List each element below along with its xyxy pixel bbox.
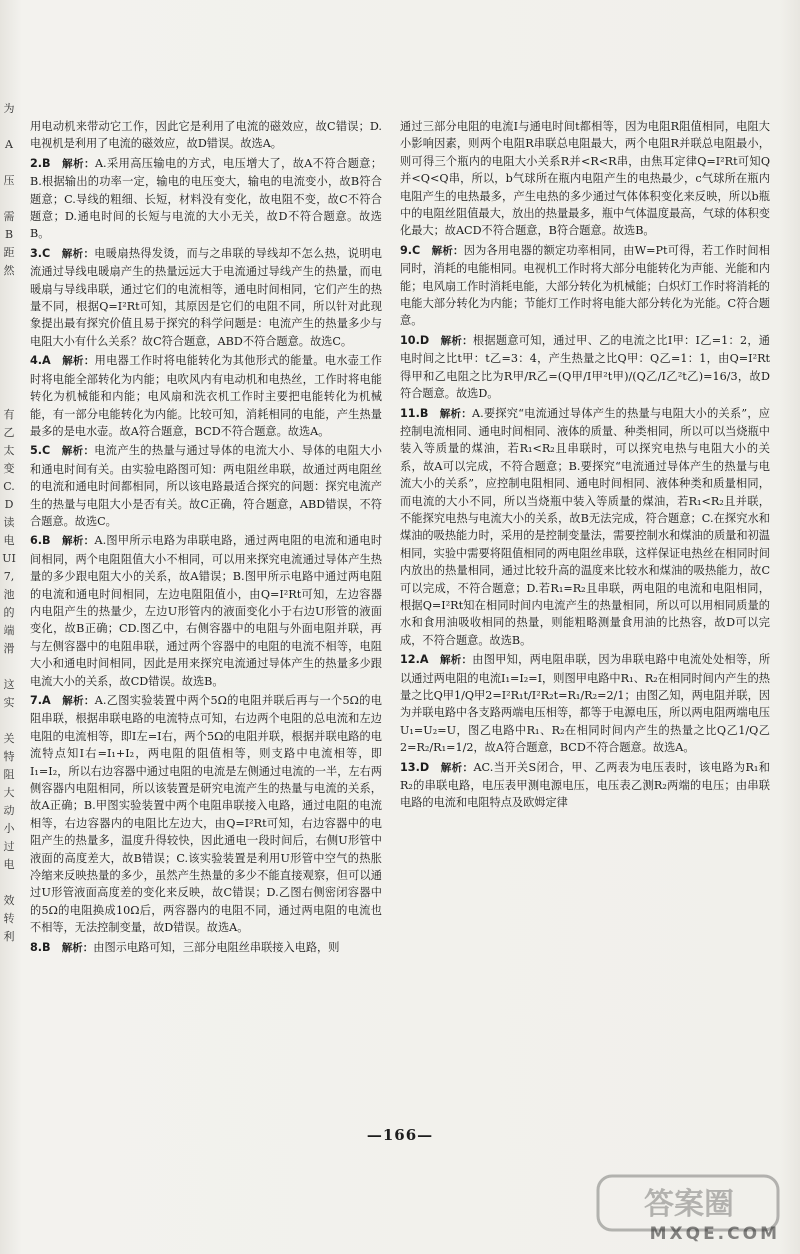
analysis-label: 解析： — [61, 941, 94, 954]
answer-number: 6.B — [30, 534, 51, 548]
answer-number: 10.D — [400, 333, 430, 347]
edge-fragment: 乙 — [3, 426, 15, 439]
edge-fragment: 滑 — [3, 642, 15, 655]
right-column — [400, 118, 770, 814]
answer-item — [400, 405, 770, 650]
edge-fragment: 然 — [3, 264, 15, 277]
analysis-label: 解析： — [440, 761, 474, 774]
edge-fragment: D — [4, 498, 14, 511]
edge-fragment: 有 — [3, 408, 15, 421]
edge-fragment: UI — [2, 552, 16, 565]
answer-item — [30, 155, 382, 243]
analysis-label: 解析： — [431, 244, 464, 257]
analysis-text: AC.当开关S闭合，甲、乙两表为电压表时，该电路为R₁和R₂的串联电路，电压表甲测电源电压，电压表乙测R₂两端的电压；由串联电路的电流和电阻特点及欧姆定律 — [400, 760, 770, 810]
answer-number: 3.C — [30, 246, 51, 260]
edge-fragment: 电 — [3, 858, 15, 871]
edge-fragment: 转 — [3, 912, 15, 925]
left-edge-fragments — [0, 100, 18, 946]
answer-item — [400, 242, 770, 330]
edge-fragment: 关 — [3, 732, 15, 745]
answer-number: 13.D — [400, 760, 430, 774]
edge-fragment: 压 — [3, 174, 15, 187]
analysis-label: 解析： — [61, 695, 95, 707]
analysis-text: A.图甲所示电路为串联电路，通过两电阻的电流和通电时间相同，两个电阻阻值大小不相同，可以用来探究电流通过导体产生热量的多少跟电阻大小的关系，故A错误；B.图甲所示电路中通过两电阻的电流和通电时间相同，左边电阻阻值小，由Q=I²Rt可知，左边容器内电阻产生的热量少，左边U形管内的液面变化小于右边U形管的液面变化，故B正确；CD.图乙中，右侧容器中的电阻与外面电阻并联，再与左侧容器中的电阻串联，通过两个容器中的电阻的电流不相等，电阻大小和通电时间相同，因此是用来探究电流通过导体产生的热量多少跟电流大小的关系，故CD错误。故选B。 — [30, 534, 383, 688]
answer-number: 5.C — [30, 444, 51, 458]
edge-fragment: 的 — [3, 606, 15, 619]
edge-fragment: 距 — [3, 246, 15, 259]
analysis-text: 电暖扇热得发烫，而与之串联的导线却不怎么热，说明电流通过导线电暖扇产生的热量远远大于电流通过导线产生的热量，而电暖扇与导线串联，通过它们的电流相等，通电时间相同，它们产生的热量不同，根据Q=I²Rt可知，其原因是它们的电阻不同，所以针对此现象提出最有探究价值且易于探究的科学问题是：电流产生的热量多少与电阻大小有什么关系？故C符合题意，ABD不符合题意。故选C。 — [30, 246, 382, 348]
answer-item — [400, 759, 770, 812]
edge-fragment: 7, — [3, 570, 15, 583]
analysis-text: 通过三部分电阻的电流I与通电时间t都相等，因为电阻R阻值相同，电阻大小影响因素，则两个电阻R串联总电阻最大，两个电阻R并联总电阻最小，则可得三个瓶内的电阻大小关系R并<R<R串，由焦耳定律Q=I²Rt可知Q并<Q<Q串，所以，b气球所在瓶内电阻产生的电热最少，c气球所在瓶内电阻产生的电热最多，产生电热的多少通过气体体积变化来反映，所以b瓶中的电阻丝阻值最大，放出的热量最多，瓶中气体温度最高，气球的体积变化最大；故ACD不符合题意，B符合题意。故选B。 — [400, 120, 770, 238]
edge-fragment: 太 — [3, 444, 15, 457]
answer-item — [30, 692, 382, 937]
edge-fragment: B — [4, 228, 14, 241]
analysis-label: 解析： — [439, 654, 473, 667]
answer-item — [30, 245, 382, 350]
edge-fragment: 利 — [3, 930, 15, 943]
edge-fragment: 动 — [3, 804, 15, 817]
analysis-text: 用电器工作时将电能转化为其他形式的能量。电水壶工作时将电能全部转化为内能；电吹风内有电动机和电热丝，工作时将电能转化为机械能和内能；电风扇和洗衣机工作时主要把电能转化为机械能，有一部分电能转化为内能。比较可知，消耗相同的电能，产生热量最多的是电水壶。故A符合题意，BCD不符合题意。故选A。 — [30, 354, 382, 438]
edge-fragment: 过 — [3, 840, 15, 853]
answer-item — [30, 442, 382, 530]
edge-fragment: 实 — [3, 696, 15, 709]
analysis-label: 解析： — [61, 535, 95, 548]
edge-fragment: 为 — [3, 102, 15, 115]
analysis-label: 解析： — [61, 355, 95, 368]
edge-fragment: C. — [3, 480, 15, 493]
edge-fragment: 池 — [3, 588, 15, 601]
analysis-text: A.要探究“电流通过导体产生的热量与电阻大小的关系”，应控制电流相同、通电时间相同、液体的质量、种类相同，所以可以当烧瓶中装入等质量的煤油，若R₁<R₂且串联时，可以探究电热与电阻大小的关系，故A可以完成，不符合题意；B.要探究“电流通过导体产生的热量与电流大小的关系”，应控制电阻相同、通电时间相同、液体种类和质量相同，而电流的大小不同，所以当烧瓶中装入等质量的煤油，若R₁<R₂且并联，不能探究电热与电流大小的关系，故B无法完成，符合题意；C.在探究水和煤油的吸热能力时，采用的是控制变量法，需要控制水和煤油的质量和初温相同，实验中需要将阻值相同的两电阻丝串联，这样保证电热丝在相同时间内放出的热量相同，通过比较升高的温度来比较水和煤油的吸热能力，故C可以完成，不符合题意；D.若R₁=R₂且串联，两电阻的电流和电阻相同，根据Q=I²Rt知在相同时间内电流产生的热量相同，所以可以用相同质量的水和食用油吸收相同的热量，则能粗略测量食用油的比热容，故D可以完成，不符合题意。故选B。 — [400, 406, 770, 647]
answer-item — [30, 118, 382, 153]
analysis-text: 电流产生的热量与通过导体的电流大小、导体的电阻大小和通电时间有关。由实验电路图可知：两电阻丝串联，故通过两电阻丝的电流和通电时间都相同，所以该电路最适合探究的问题：探究电流产生的热量与电阻大小是否有关。故C正确，符合题意，ABD错误，不符合题意。故选C。 — [30, 444, 382, 528]
analysis-text: 因为各用电器的额定功率相同，由W=Pt可得，若工作时间相同时，消耗的电能相同。电视机工作时将大部分电能转化为声能、光能和内能；电风扇工作时消耗电能，大部分转化为机械能；白炽灯工作时将消耗的电能大部分转化为内能；节能灯工作时将电能大部分转化为光能。C符合题意。 — [400, 243, 770, 328]
edge-fragment: 端 — [3, 624, 15, 637]
analysis-text: 由图示电路可知，三部分电阻丝串联接入电路，则 — [93, 940, 340, 954]
answer-number: 8.B — [30, 940, 51, 954]
left-column — [30, 118, 382, 959]
analysis-text: A.乙图实验装置中两个5Ω的电阻并联后再与一个5Ω的电阻串联，根据串联电路的电流特点可知，右边两个电阻的总电流和左边电阻的电流相等，即I左=I右，两个5Ω的电阻并联，根据并联电路的电流特点知I右=I₁+I₂，两电阻的阻值相等，则支路中电流相等，即I₁=I₂，所以右边容器中通过电阻的电流是左侧通过电流的一半，左右两侧容器内电阻相同，所以该装置是研究电流产生的热量与电流的关系，故A正确；B.甲图实验装置中两个电阻串联接入电路，通过电阻的电流相等，右边容器内的电阻比左边大，由Q=I²Rt可知，右边容器中的电阻产生的热量多，温度升得较快，因此通电一段时间后，右侧U形管中液面的高度差大，故B错误；C.该实验装置是利用U形管中空气的热胀冷缩来反映热量的多少，虽然产生热量的多少不能直接观察，但可以通过U形管液面高度差的变化来反映，故C错误；D.乙图右侧密闭容器中的5Ω的电阻换成10Ω后，两容器内的电阻不同，通过两电阻的电流也不相等，无法控制变量，故D错误。故选A。 — [30, 694, 382, 935]
edge-fragment: 小 — [3, 822, 15, 835]
watermark-url: MXQE.COM — [649, 1224, 780, 1244]
page-number: —166— — [366, 1126, 434, 1144]
analysis-text: A.采用高压输电的方式，电压增大了，故A不符合题意；B.根据输出的功率一定，输电的电压变大，输电的电流变小，故B符合题意；C.导线的粗细、长短，材料没有变化，故电阻不变，故C不符合题意；D.通电时间的长短与电流的大小无关，故D不符合题意。故选B。 — [30, 156, 383, 241]
answer-number: 9.C — [400, 243, 421, 257]
answer-number: 4.A — [30, 354, 51, 368]
edge-fragment: 电 — [3, 534, 15, 547]
analysis-text: 用电动机来带动它工作，因此它是利用了电流的磁效应，故C错误；D.电视机是利用了电流的磁效应，故D错误。故选A。 — [30, 120, 382, 151]
edge-fragment: 阻 — [3, 768, 15, 781]
answer-item — [400, 118, 770, 240]
edge-fragment: 读 — [3, 516, 15, 529]
edge-fragment: 需 — [3, 210, 15, 223]
edge-fragment: 变 — [3, 462, 15, 475]
watermark-logo-text: 答案圈 — [644, 1187, 734, 1222]
answer-number: 11.B — [400, 406, 429, 420]
answer-number: 12.A — [400, 653, 429, 667]
answer-number: 7.A — [30, 694, 51, 707]
analysis-text: 根据题意可知，通过甲、乙的电流之比I甲：I乙=1：2，通电时间之比t甲：t乙=3：4，产生热量之比Q甲：Q乙=1：1，由Q=I²Rt得甲和乙电阻之比为R甲/R乙=(Q甲/I甲²t甲)/(Q乙/I乙²t乙)=16/3，故D符合题意。故选D。 — [400, 333, 770, 401]
answer-number: 2.B — [30, 156, 51, 170]
edge-fragment: 大 — [3, 786, 15, 799]
analysis-label: 解析： — [61, 157, 95, 170]
analysis-label: 解析： — [61, 247, 95, 260]
answer-item — [30, 532, 382, 690]
analysis-label: 解析： — [439, 407, 473, 420]
answer-item — [400, 651, 770, 756]
answer-item — [30, 352, 382, 440]
answer-item — [400, 332, 770, 403]
edge-fragment: 效 — [3, 894, 15, 907]
edge-fragment: A — [5, 138, 13, 151]
analysis-label: 解析： — [440, 334, 473, 347]
analysis-text: 由图甲知，两电阻串联，因为串联电路中电流处处相等，所以通过两电阻的电流I₁=I₂=I，则图甲电路中R₁、R₂在相同时间内产生的热量之比Q甲1/Q甲2=I²R₁t/I²R₂t=R₁/R₂=2/1；由图乙知，两电阻并联，因为并联电路中各支路两端电压相等，都等于电源电压，所以两电阻两端电压U₁=U₂=U，图乙电路中R₁、R₂在相同时间内产生的热量之比Q乙1/Q乙2=R₂/R₁=1/2，故A符合题意，BCD不符合题意。故选A。 — [400, 653, 771, 755]
analysis-label: 解析： — [61, 445, 95, 458]
edge-fragment: 这 — [3, 678, 15, 691]
edge-fragment: 特 — [3, 750, 15, 763]
answer-item — [30, 939, 382, 957]
